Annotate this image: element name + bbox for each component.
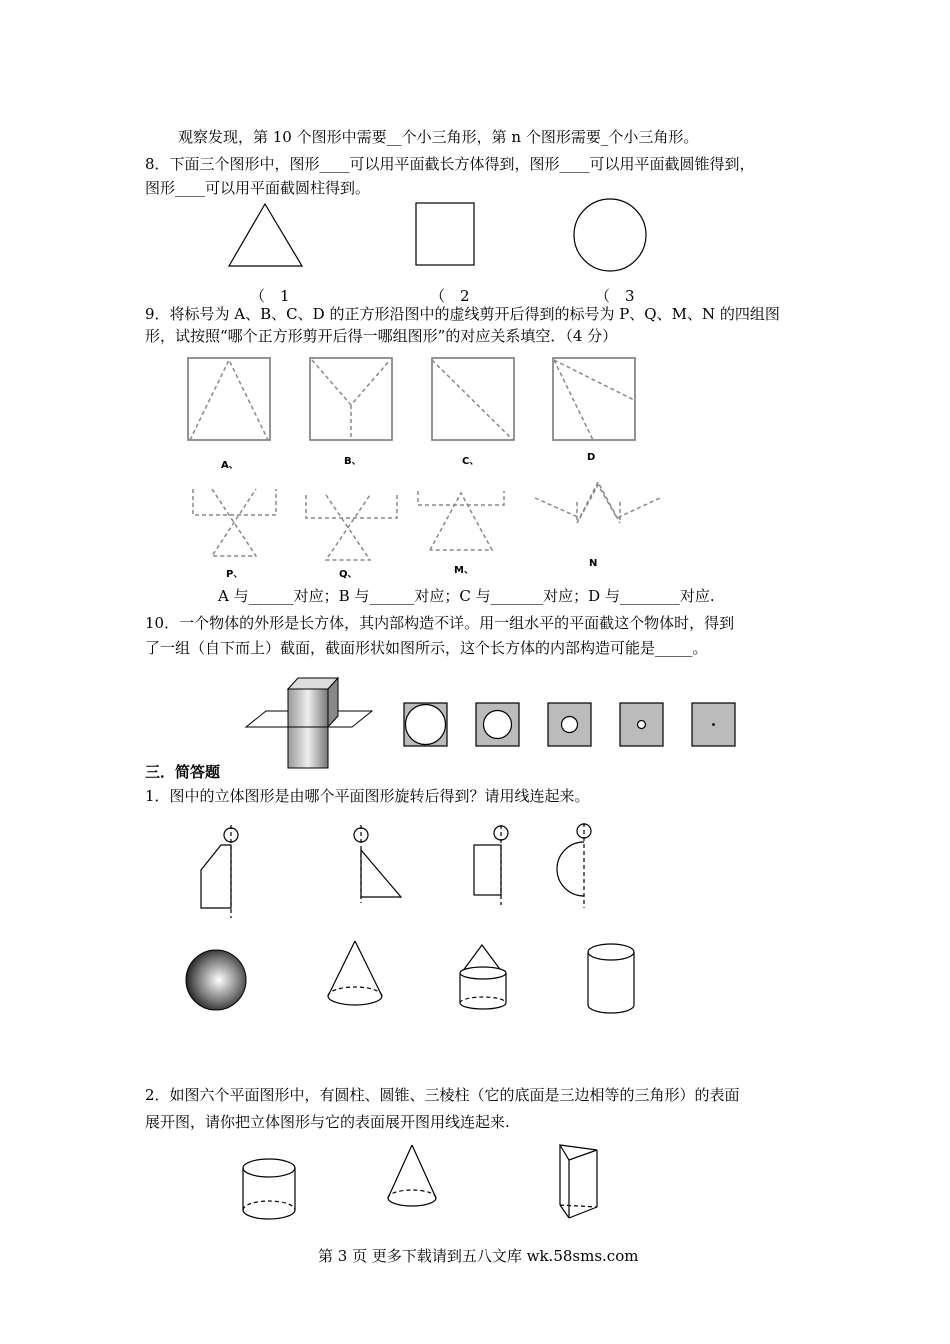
question-8-line-1: 8．下面三个图形中，图形____可以用平面截长方体得到，图形____可以用平面截圆锥得到，	[145, 155, 755, 173]
short-answer-2-line-1: 2．如图六个平面图形中，有圆柱、圆锥、三棱柱（它的底面是三边相等的三角形）的表面	[145, 1086, 740, 1104]
label-b: B、	[344, 456, 362, 467]
observation-line: 观察发现，第 10 个图形中需要__个小三角形，第 n 个图形需要_个小三角形。	[178, 128, 699, 146]
label-n: N	[589, 558, 598, 569]
question-9-line-2: 形，试按照“哪个正方形剪开后得一哪组图形”的对应关系填空．（4 分）	[145, 327, 618, 345]
figure-8-label-3: （ 3	[595, 287, 635, 305]
question-9-answer-line: A 与______对应；B 与______对应；C 与_______对应；D 与________对应.	[218, 587, 715, 605]
short-answer-1-line: 1．图中的立体图形是由哪个平面图形旋转后得到？请用线连起来。	[145, 787, 590, 805]
question-10-line-1: 10．一个物体的外形是长方体，其内部构造不详。用一组水平的平面截这个物体时，得到	[145, 614, 735, 632]
question-10-line-2: 了一组（自下而上）截面，截面形状如图所示，这个长方体的内部构造可能是_____。	[145, 639, 708, 657]
label-p: P、	[226, 569, 244, 580]
label-d: D	[587, 452, 596, 463]
label-a: A、	[221, 460, 239, 471]
label-q: Q、	[339, 569, 358, 580]
question-8-line-2: 图形____可以用平面截圆柱得到。	[145, 179, 371, 197]
question-9-line-1: 9．将标号为 A、B、C、D 的正方形沿图中的虚线剪开后得到的标号为 P、Q、M、N 的四组图	[145, 305, 780, 323]
label-c: C、	[462, 456, 480, 467]
section-3-heading: 三．简答题	[145, 763, 221, 781]
figure-8-label-1: （ 1	[250, 287, 290, 305]
label-m: M、	[454, 565, 474, 576]
short-answer-2-line-2: 展开图，请你把立体图形与它的表面展开图用线连起来.	[145, 1113, 510, 1131]
figure-8-label-2: （ 2	[430, 287, 470, 305]
page-footer: 第 3 页 更多下载请到五八文库 wk.58sms.com	[318, 1247, 639, 1265]
